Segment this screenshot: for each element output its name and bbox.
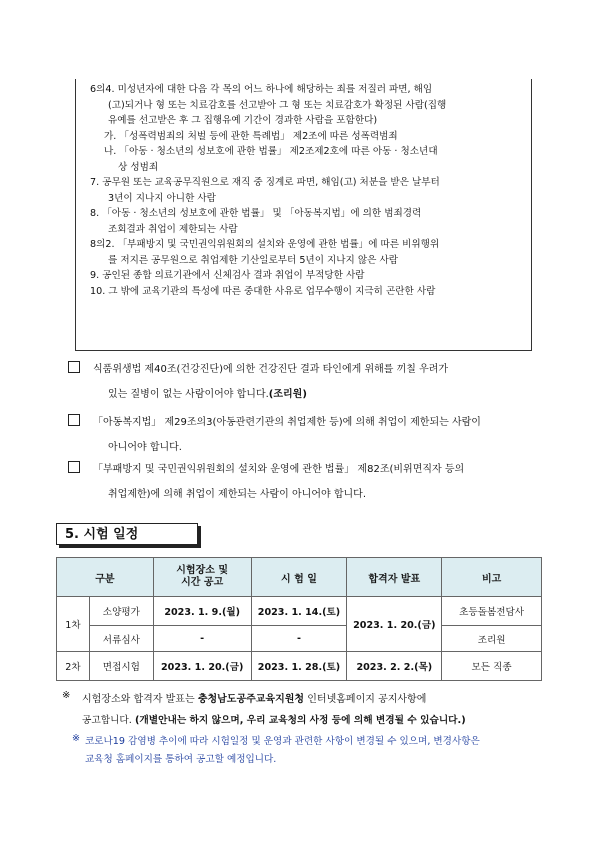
list-line: 유예를 선고받은 후 그 집행유예 기간이 경과한 사람을 포함한다) <box>108 115 378 126</box>
section-title: 5. 시험 일정 <box>56 523 198 545</box>
list-line: 를 저지른 공무원으로 취업제한 기산일로부터 5년이 지나지 않은 사람 <box>108 254 398 266</box>
header-exam-date: 시 험 일 <box>251 558 347 597</box>
check-item <box>68 411 543 461</box>
check-text-cont: 아니어야 합니다. <box>108 442 182 453</box>
table-row <box>57 597 542 626</box>
list-line: 8의2. 「부패방지 및 국민권익위원회의 설치와 운영에 관한 법률」에 따른 비위행위 <box>90 239 440 250</box>
check-text-cont: 있는 질병이 없는 사람이어야 합니다.(조리원) <box>108 389 307 400</box>
exam-cell: 2023. 1. 14.(토) <box>251 597 347 626</box>
checkbox-icon <box>68 461 80 473</box>
check-item <box>68 358 543 408</box>
header-notice: 시험장소 및 시간 공고 <box>153 558 251 597</box>
covid-note-line-1: 코로나19 감염병 추이에 따라 시험일정 및 운영과 관련한 사항이 변경될 수 있으며, 변경사항은 <box>85 736 480 747</box>
note-line-2: 공고합니다. (개별안내는 하지 않으며, 우리 교육청의 사정 등에 의해 변경될 수 있습니다.) <box>82 715 466 726</box>
note-cell: 조리원 <box>442 626 542 652</box>
exam-schedule-table <box>56 557 542 681</box>
check-text: 식품위생법 제40조(건강진단)에 의한 건강진단 결과 타인에게 위해를 끼칠 우려가 <box>93 364 449 375</box>
check-text: 「아동복지법」 제29조의3(아동관련기관의 취업제한 등)에 의해 취업이 제한되는 사람이 <box>93 417 481 428</box>
check-item <box>68 458 543 508</box>
header-result: 합격자 발표 <box>347 558 442 597</box>
list-line: 나. 「아동 · 청소년의 성보호에 관한 법률」 제2조제2호에 따른 아동 · 청소년대 <box>104 146 438 157</box>
header-note: 비고 <box>442 558 542 597</box>
round-cell: 1차 <box>57 597 90 652</box>
type-cell: 소양평가 <box>89 597 153 626</box>
checkbox-icon <box>68 414 80 426</box>
list-line: 8. 「아동 · 청소년의 성보호에 관한 법률」 및 「아동복지법」에 의한 범죄경력 <box>90 208 422 219</box>
note-cell: 초등돌봄전담사 <box>442 597 542 626</box>
disqualification-list-box <box>75 79 532 351</box>
list-line: 10. 그 밖에 교육기관의 특성에 따른 중대한 사유로 업무수행이 지극히 곤란한 사람 <box>90 285 436 297</box>
header-category: 구분 <box>57 558 154 597</box>
round-cell: 2차 <box>57 652 90 681</box>
notice-cell: 2023. 1. 20.(금) <box>153 652 251 681</box>
exam-cell: 2023. 1. 28.(토) <box>251 652 347 681</box>
list-line: 상 성범죄 <box>118 161 159 173</box>
list-line: 9. 공인된 종합 의료기관에서 신체검사 결과 취업이 부적당한 사람 <box>90 270 365 281</box>
list-line: (고)되거나 형 또는 치료감호를 선고받아 그 형 또는 치료감호가 확정된 사람(집행 <box>108 99 447 111</box>
list-line: 7. 공무원 또는 교육공무직원으로 재직 중 징계로 파면, 해임(고) 처분을 받은 날부터 <box>90 177 440 188</box>
notice-cell: 2023. 1. 9.(월) <box>153 597 251 626</box>
table-header-row <box>57 558 542 597</box>
note-cell: 모든 직종 <box>442 652 542 681</box>
table-row <box>57 652 542 681</box>
table-row <box>57 626 542 652</box>
list-line: 조회결과 취업이 제한되는 사람 <box>108 223 238 235</box>
type-cell: 면접시험 <box>89 652 153 681</box>
covid-note-line-2: 교육청 홈페이지를 통하여 공고할 예정입니다. <box>85 754 277 765</box>
type-cell: 서류심사 <box>89 626 153 652</box>
result-cell: 2023. 2. 2.(목) <box>347 652 442 681</box>
check-text: 「부패방지 및 국민권익위원회의 설치와 운영에 관한 법률」 제82조(비위면직자 등의 <box>93 464 465 475</box>
covid-note-mark: ※ <box>72 733 81 744</box>
note-line-1: 시험장소와 합격자 발표는 충청남도공주교육지원청 인터넷홈페이지 공지사항에 <box>82 694 427 705</box>
checkbox-icon <box>68 361 80 373</box>
exam-cell: - <box>251 626 347 652</box>
check-text-cont: 취업제한)에 의해 취업이 제한되는 사람이 아니어야 합니다. <box>108 489 366 500</box>
result-cell: 2023. 1. 20.(금) <box>347 597 442 652</box>
list-line: 가. 「성폭력범죄의 처벌 등에 관한 특례법」 제2조에 따른 성폭력범죄 <box>104 130 398 142</box>
note-mark: ※ <box>62 690 71 701</box>
list-line: 3년이 지나지 아니한 사람 <box>108 192 216 204</box>
notice-cell: - <box>153 626 251 652</box>
list-line: 6의4. 미성년자에 대한 다음 각 목의 어느 하나에 해당하는 죄를 저질러 파면, 해임 <box>90 84 433 95</box>
